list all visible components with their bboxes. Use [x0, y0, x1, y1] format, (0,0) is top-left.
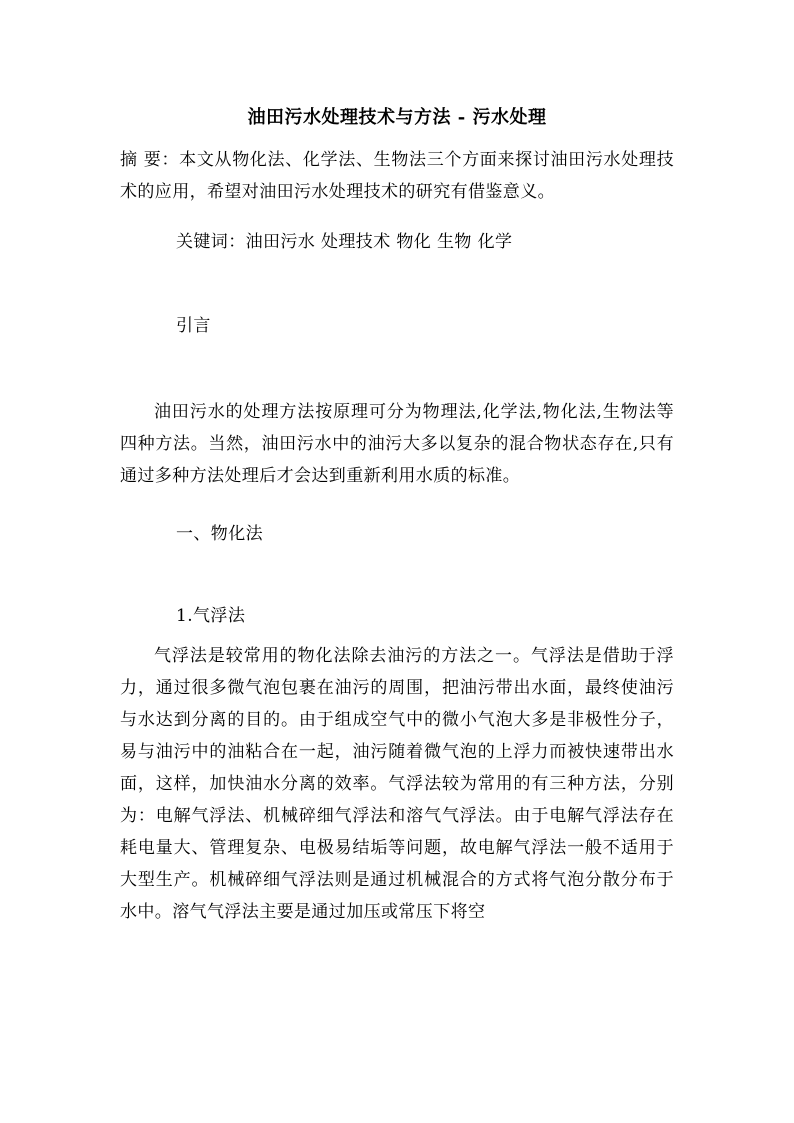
document-title: 油田污水处理技术与方法 - 污水处理 [247, 107, 547, 128]
subsection1-paragraph: 气浮法是较常用的物化法除去油污的方法之一。气浮法是借助于浮力，通过很多微气泡包裹在油污的周围，把油污带出水面，最终使油污与水达到分离的目的。由于组成空气中的微小气泡大多是非极性分子，易与油污中的油粘合在一起，油污随着微气泡的上浮力而被快速带出水面，这样，加快油水分离的效率。气浮法较为常用的有三种方法，分别为：电解气浮法、机械碎细气浮法和溶气气浮法。由于电解气浮法存在耗电量大、管理复杂、电极易结垢等问题，故电解气浮法一般不适用于大型生产。机械碎细气浮法则是通过机械混合的方式将气泡分散分布于水中。溶气气浮法主要是通过加压或常压下将空 [120, 646, 674, 922]
intro-heading: 引言 [176, 316, 211, 336]
section1-heading: 一、物化法 [176, 524, 263, 544]
keywords-line: 关键词：油田污水 处理技术 物化 生物 化学 [176, 232, 513, 252]
intro-paragraph: 油田污水的处理方法按原理可分为物理法,化学法,物化法,生物法等四种方法。当然，油田污水中的油污大多以复杂的混合物状态存在,只有通过多种方法处理后才会达到重新利用水质的标准。 [120, 402, 674, 486]
subsection1-heading: 1.气浮法 [176, 606, 246, 626]
abstract-paragraph: 摘 要：本文从物化法、化学法、生物法三个方面来探讨油田污水处理技术的应用，希望对油田污水处理技术的研究有借鉴意义。 [120, 150, 674, 202]
